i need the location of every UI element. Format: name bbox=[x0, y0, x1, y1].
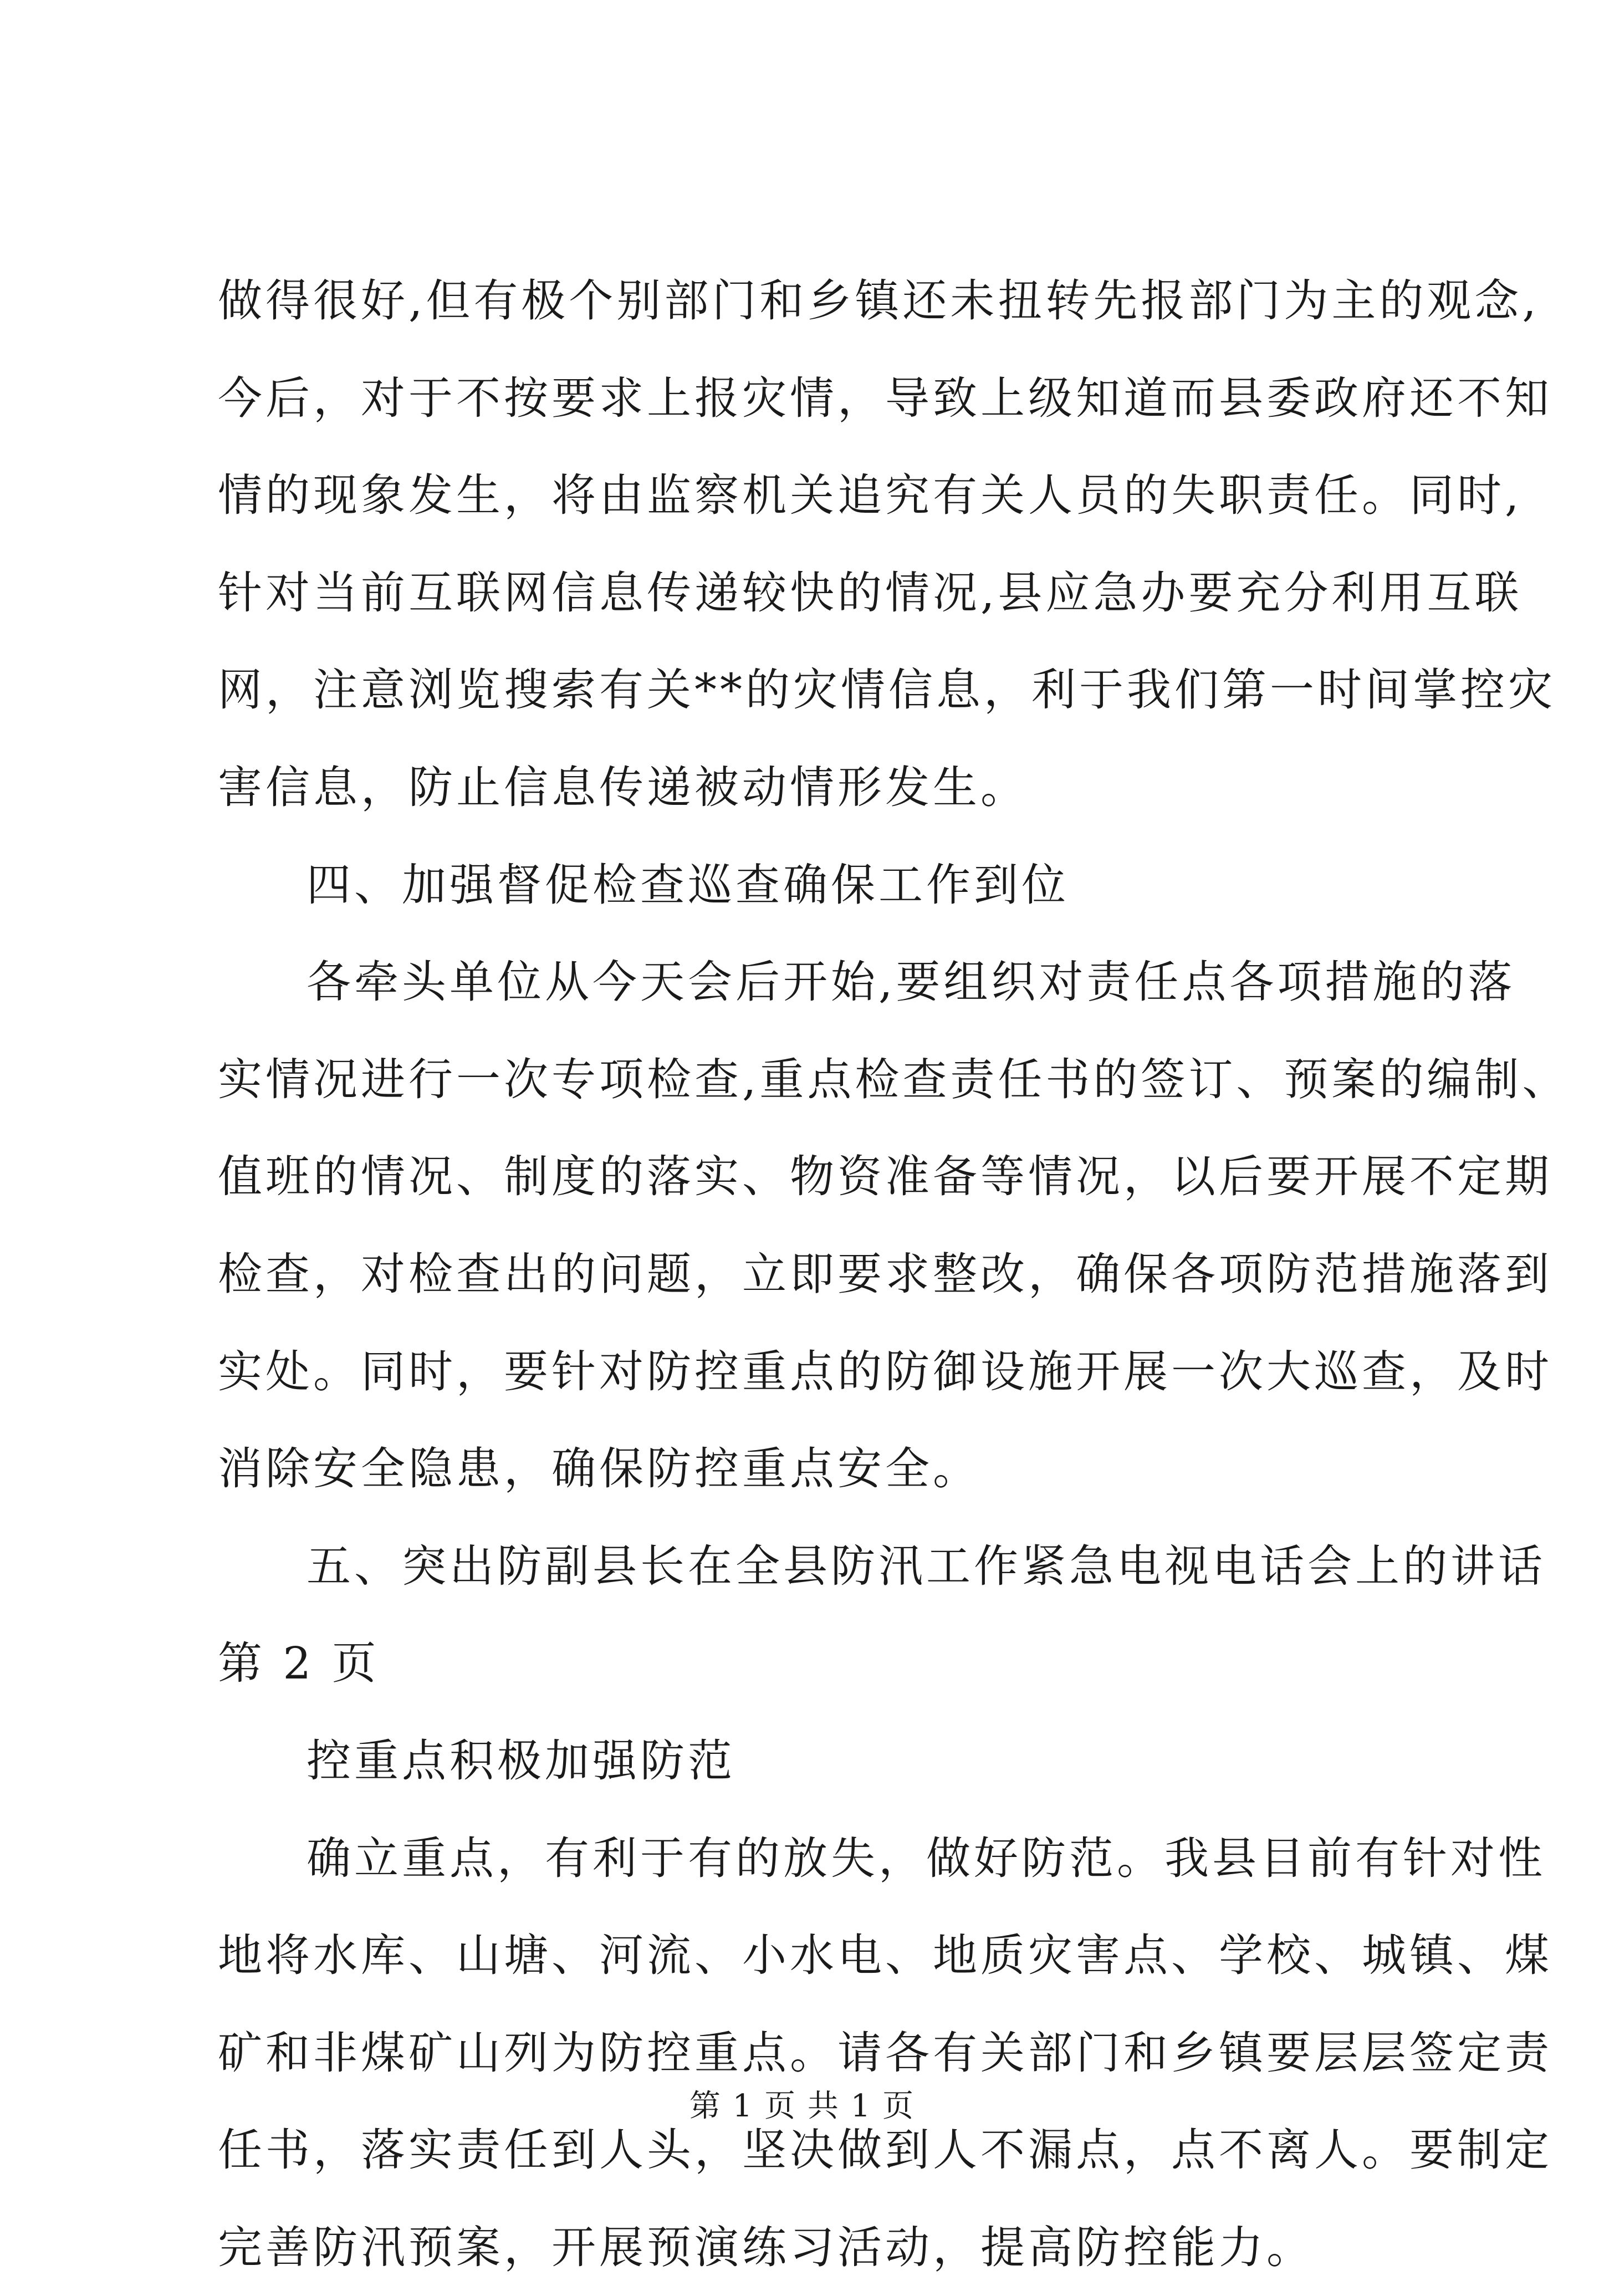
text-line: 消除安全隐患，确保防控重点安全。 bbox=[218, 1443, 980, 1495]
text-line: 情的现象发生，将由监察机关追究有关人员的失职责任。同时, bbox=[218, 470, 1523, 522]
text-line: 实情况进行一次专项检查,重点检查责任书的签订、预案的编制、 bbox=[218, 1053, 1570, 1105]
text-line: 做得很好,但有极个别部门和乡镇还未扭转先报部门为主的观念, bbox=[218, 275, 1540, 326]
text-line: 针对当前互联网信息传递较快的情况,县应急办要充分利用互联 bbox=[218, 567, 1523, 619]
text-line: 值班的情况、制度的落实、物资准备等情况，以后要开展不定期 bbox=[218, 1151, 1552, 1203]
document-body bbox=[218, 252, 1570, 2296]
text-line: 害信息，防止信息传递被动情形发生。 bbox=[218, 761, 1028, 813]
text-line: 完善防汛预案，开展预演练习活动，提高防控能力。 bbox=[218, 2221, 1314, 2273]
text-line: 各牵头单位从今天会后开始,要组织对责任点各项措施的落 bbox=[307, 956, 1516, 1008]
text-line: 实处。同时，要针对防控重点的防御设施开展一次大巡查，及时 bbox=[218, 1345, 1552, 1397]
section-heading-5: 五、突出防副县长在全县防汛工作紧急电视电话会上的讲话 bbox=[307, 1540, 1546, 1592]
text-line: 网，注意浏览搜索有关**的灾情信息，利于我们第一时间掌控灾 bbox=[218, 664, 1556, 716]
text-line: 矿和非煤矿山列为防控重点。请各有关部门和乡镇要层层签定责 bbox=[218, 2027, 1552, 2079]
text-line: 地将水库、山塘、河流、小水电、地质灾害点、学校、城镇、煤 bbox=[218, 1930, 1552, 1982]
page-footer: 第 1 页 共 1 页 bbox=[689, 2088, 915, 2124]
text-line: 控重点积极加强防范 bbox=[307, 1734, 735, 1787]
text-line: 确立重点，有利于有的放失，做好防范。我县目前有针对性 bbox=[307, 1832, 1546, 1884]
text-line: 今后，对于不按要求上报灾情，导致上级知道而县委政府还不知 bbox=[218, 372, 1552, 424]
section-heading-4: 四、加强督促检查巡查确保工作到位 bbox=[307, 859, 1069, 911]
inline-page-marker: 第 2 页 bbox=[218, 1637, 380, 1690]
text-line: 检查，对检查出的问题，立即要求整改，确保各项防范措施落到 bbox=[218, 1248, 1552, 1300]
text-line: 任书，落实责任到人头，坚决做到人不漏点，点不离人。要制定 bbox=[218, 2124, 1552, 2176]
